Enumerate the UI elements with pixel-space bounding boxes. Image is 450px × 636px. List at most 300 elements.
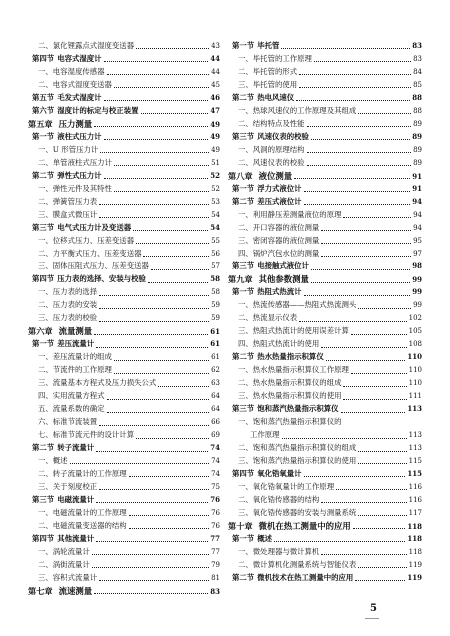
dot-leader [341, 411, 406, 413]
dot-leader [92, 566, 209, 568]
dot-leader [107, 73, 210, 75]
dot-leader [99, 488, 209, 490]
dot-leader [358, 462, 406, 464]
toc-entry-title: 电接触式液位计 [257, 261, 309, 271]
toc-entry-title: 二、转子流量计的工作原理 [38, 468, 127, 478]
toc-entry-page: 99 [412, 275, 422, 285]
toc-entry-page: 95 [413, 236, 422, 245]
dot-leader [355, 579, 405, 581]
toc-entry-page: 76 [211, 521, 220, 530]
dot-leader [343, 216, 411, 218]
toc-entry-page: 49 [210, 119, 220, 129]
toc-entry-section [228, 351, 422, 364]
toc-entry-title: 差压流量计 [57, 339, 95, 349]
toc-entry-page: 64 [211, 405, 220, 414]
toc-entry-number: 第四节 [32, 274, 55, 284]
toc-entry-item [228, 157, 422, 170]
toc-entry-title: 氧化锆氧量计 [257, 468, 302, 478]
toc-entry-number: 第二节 [232, 572, 255, 582]
toc-entry-number: 第一节 [32, 339, 55, 349]
dot-leader [94, 125, 208, 127]
toc-entry-page: 46 [210, 92, 220, 102]
toc-entry-section [28, 92, 220, 105]
toc-entry-page: 58 [211, 288, 220, 297]
toc-entry-item [28, 390, 220, 403]
toc-entry-title: 二、电容式湿度变送器 [38, 79, 112, 89]
toc-entry-title: 三、饱和蒸汽热量指示积算仪的使用 [238, 456, 357, 465]
dot-leader [141, 112, 209, 114]
toc-entry-page: 66 [211, 418, 220, 427]
toc-entry-item [28, 351, 220, 364]
toc-entry-item [228, 53, 422, 66]
dot-leader [304, 203, 411, 205]
dot-leader [321, 229, 411, 231]
dot-leader [304, 190, 411, 192]
toc-entry-item [28, 157, 220, 170]
toc-entry-page: 83 [413, 54, 422, 63]
toc-entry-title: 毕托管 [257, 41, 280, 50]
toc-entry-item [228, 66, 422, 79]
toc-entry-page: 57 [211, 262, 220, 271]
toc-entry-title: 三、压力表的校验 [38, 313, 98, 323]
dot-leader [114, 86, 209, 88]
toc-entry-title: 一、概述 [38, 456, 68, 465]
toc-entry-title: 毛发式湿度计 [57, 92, 102, 102]
toc-entry-title: 三、氧化锆传感器的安装与测量系统 [238, 507, 357, 517]
toc-entry-page: 54 [211, 210, 220, 219]
toc-entry-page: 77 [210, 533, 220, 543]
toc-entry-title: 二、风速仪表的校验 [238, 157, 305, 167]
toc-entry-item [228, 248, 422, 261]
toc-entry-title: 二、热流显示仪表 [238, 313, 298, 323]
toc-entry-page: 54 [210, 222, 220, 232]
toc-entry-page: 83 [210, 586, 220, 596]
toc-entry-item [228, 325, 422, 338]
dot-leader [304, 294, 411, 296]
toc-entry-item [28, 183, 220, 196]
toc-entry-page: 81 [211, 573, 220, 582]
toc-entry-title: 风速仪表的校验 [257, 131, 309, 141]
toc-entry-title: 四、热阻式热流计的使用 [238, 339, 320, 349]
toc-entry-page: 69 [211, 431, 220, 440]
toc-entry-page: 99 [412, 287, 422, 297]
toc-entry-title: 微机在热工测量中的应用 [258, 520, 351, 531]
toc-entry-page: 116 [408, 495, 422, 504]
toc-entry-item [228, 481, 422, 494]
dot-leader [107, 398, 210, 400]
toc-entry-page: 74 [210, 443, 220, 453]
toc-entry-page: 52 [210, 170, 220, 180]
toc-entry-item [228, 546, 422, 559]
toc-entry-item [28, 79, 220, 92]
toc-entry-page: 43 [211, 42, 220, 50]
toc-entry-page: 76 [210, 494, 220, 504]
toc-entry-item [228, 118, 422, 131]
toc-entry-number: 第六节 [32, 105, 55, 115]
dot-leader [136, 47, 209, 49]
toc-entry-section [28, 338, 220, 351]
toc-entry-item [28, 507, 220, 520]
toc-entry-section [28, 131, 220, 144]
toc-entry-page: 99 [413, 301, 422, 310]
toc-entry-title: 二、氯化锂露点式湿度变送器 [38, 41, 135, 50]
toc-entry-item [228, 338, 422, 351]
toc-entry-title: 压力表的选择、安装与校验 [57, 274, 146, 284]
toc-entry-page: 75 [211, 482, 220, 491]
toc-entry-title: 转子流量计 [57, 443, 95, 453]
toc-entry-section [228, 183, 422, 196]
toc-entry-item [228, 222, 422, 235]
toc-entry-number: 第二节 [32, 443, 55, 453]
toc-entry-chapter [28, 325, 220, 338]
toc-entry-number: 第四节 [232, 468, 255, 478]
toc-entry-title: 流量测量 [58, 326, 93, 337]
dot-leader [114, 372, 209, 374]
toc-entry-title: 工作原理 [250, 430, 280, 440]
toc-entry-item [228, 455, 422, 468]
toc-entry-section [28, 273, 220, 286]
toc-entry-title: 二、电磁流量变送器的结构 [38, 520, 127, 530]
toc-entry-page: 74 [211, 457, 220, 465]
toc-entry-item [228, 364, 422, 377]
toc-entry-title: 一、热水热量指示积算仪工作原理 [238, 365, 349, 375]
toc-entry-page: 45 [211, 80, 220, 89]
toc-entry-title: 一、位移式压力、压差变送器 [38, 235, 135, 245]
toc-entry-title: 二、微计算机化测量系统与智能仪表 [238, 559, 357, 569]
toc-entry-cont [228, 429, 422, 442]
toc-entry-title: 概述 [257, 533, 272, 543]
page-number-underline [365, 618, 379, 619]
toc-entry-title: 差压式液位计 [257, 196, 302, 206]
toc-entry-title: 一、压力表的选择 [38, 287, 98, 297]
toc-entry-title: 压力测量 [58, 118, 93, 129]
toc-entry-section [28, 222, 220, 235]
toc-entry-title: 一、涡轮流量计 [38, 546, 90, 556]
toc-entry-page: 94 [413, 210, 422, 219]
toc-entry-page: 53 [211, 197, 220, 206]
toc-entry-page: 115 [408, 457, 422, 465]
toc-entry-number: 第三节 [232, 404, 255, 414]
toc-entry-chapter [228, 520, 422, 533]
toc-entry-page: 62 [211, 366, 220, 375]
toc-entry-number: 第三节 [32, 494, 55, 504]
toc-entry-page: 110 [407, 352, 422, 362]
toc-entry-section [228, 131, 422, 144]
toc-entry-page: 118 [408, 547, 422, 556]
toc-entry-item [228, 235, 422, 248]
toc-entry-page: 116 [408, 482, 422, 491]
dot-leader [70, 462, 210, 464]
toc-entry-title: 二、涡街流量计 [38, 559, 90, 569]
toc-entry-item [228, 299, 422, 312]
toc-entry-number: 第二节 [232, 352, 255, 362]
dot-leader [99, 203, 209, 205]
toc-entry-item [28, 364, 220, 377]
dot-leader [99, 320, 209, 322]
toc-entry-title: 三、关于刻度校正 [38, 481, 98, 491]
toc-entry-page: 105 [408, 327, 422, 336]
dot-leader [351, 372, 407, 374]
dot-leader [358, 112, 411, 114]
toc-entry-title: 一、U 形管压力计 [38, 144, 99, 154]
page-number: 5 [370, 603, 377, 614]
toc-entry-section [228, 468, 422, 481]
toc-entry-page: 89 [412, 131, 422, 141]
dot-leader [107, 411, 210, 413]
dot-leader [104, 177, 209, 179]
toc-entry-page: 63 [211, 379, 220, 388]
toc-entry-item [28, 377, 220, 390]
toc-entry-section [228, 286, 422, 299]
toc-entry-section [228, 533, 422, 546]
toc-entry-page: 83 [412, 41, 422, 50]
toc-entry-item [228, 377, 422, 390]
toc-entry-item [28, 144, 220, 157]
toc-entry-title: 一、差压流量计的组成 [38, 352, 112, 362]
dot-leader [321, 255, 411, 257]
toc-entry-title: 一、风洞的原理结构 [238, 144, 305, 154]
toc-entry-number: 第五章 [28, 118, 53, 129]
toc-entry-item [28, 40, 220, 53]
toc-right-column [228, 40, 422, 585]
toc-entry-page: 118 [407, 533, 422, 543]
dot-leader [294, 177, 410, 179]
dot-leader [351, 333, 407, 335]
dot-leader [114, 164, 209, 166]
toc-entry-page: 89 [413, 158, 422, 167]
dot-leader [99, 579, 209, 581]
dot-leader [99, 307, 209, 309]
toc-entry-page: 113 [407, 404, 422, 414]
toc-entry-page: 113 [408, 431, 422, 440]
toc-entry-title: 二、力平衡式压力、压差变送器 [38, 248, 142, 258]
dot-leader [148, 281, 208, 283]
toc-entry-title: 二、热水热量指示积算仪的组成 [238, 378, 342, 388]
dot-leader [104, 138, 209, 140]
toc-entry-title: 一、弹性元件及其特性 [38, 183, 112, 193]
toc-entry-number: 第三节 [232, 131, 255, 141]
toc-entry-page: 118 [407, 521, 422, 531]
toc-entry-section [28, 442, 220, 455]
toc-entry-item [28, 429, 220, 442]
dot-leader [307, 151, 412, 153]
toc-entry-item [28, 416, 220, 429]
dot-leader [94, 592, 208, 594]
toc-entry-title: 一、氧化锆氧量计的工作原理 [238, 481, 335, 491]
toc-entry-chapter [228, 170, 422, 183]
dot-leader [104, 99, 209, 101]
toc-entry-item [28, 546, 220, 559]
toc-entry-page: 59 [211, 314, 220, 323]
toc-entry-title: 二、开口容器的液位测量 [238, 222, 320, 232]
dot-leader [281, 47, 410, 49]
toc-entry-chapter [28, 118, 220, 131]
toc-entry-title: 三、毕托管的使用 [238, 79, 298, 89]
toc-entry-page: 47 [210, 105, 220, 115]
dot-leader [129, 514, 209, 516]
toc-entry-section [228, 260, 422, 273]
toc-entry-item [28, 66, 220, 79]
dot-leader [358, 307, 411, 309]
toc-entry-title: 液位测量 [258, 170, 293, 181]
toc-entry-page: 51 [211, 158, 220, 167]
dot-leader [158, 385, 209, 387]
dot-leader [343, 385, 406, 387]
dot-leader [274, 540, 405, 542]
toc-entry-title: 三、膜盒式微压计 [38, 209, 98, 219]
toc-entry-number: 第二节 [32, 170, 55, 180]
toc-entry-section [28, 494, 220, 507]
toc-entry-page: 115 [407, 468, 422, 478]
toc-entry-page: 74 [211, 469, 220, 478]
toc-entry-title: 其他参数测量 [258, 274, 309, 285]
toc-entry-title: 三、固体压阻式压力、压差变送器 [38, 261, 149, 271]
toc-entry-page: 44 [211, 67, 220, 76]
dot-leader [299, 320, 406, 322]
dot-leader [307, 164, 412, 166]
toc-entry-page: 52 [211, 184, 220, 193]
toc-entry-item [228, 144, 422, 157]
toc-entry-section [228, 572, 422, 585]
toc-entry-item [228, 105, 422, 118]
dot-leader [321, 553, 406, 555]
toc-entry-title: 热阻式热流计 [257, 287, 302, 297]
toc-entry-title: 湿度计的标定与校正装置 [57, 105, 139, 115]
toc-entry-title: 三、流量基本方程式及压力损失公式 [38, 378, 157, 388]
toc-entry-title: 六、标准节流装置 [38, 417, 98, 427]
dot-leader [99, 294, 209, 296]
toc-entry-title: 二、压力表的安装 [38, 300, 98, 310]
toc-entry-page: 76 [211, 508, 220, 517]
dot-leader [96, 501, 208, 503]
dot-leader [314, 60, 411, 62]
toc-entry-number: 第一节 [232, 183, 255, 193]
toc-entry-page: 102 [408, 314, 422, 323]
dot-leader [136, 437, 209, 439]
toc-entry-page: 88 [412, 92, 422, 102]
toc-entry-item [28, 468, 220, 481]
toc-entry-item [228, 79, 422, 92]
dot-leader [96, 450, 208, 452]
dot-leader [304, 475, 406, 477]
toc-entry-title: 流速测量 [58, 585, 93, 596]
dot-leader [114, 190, 209, 192]
dot-leader [114, 359, 209, 361]
toc-entry-page: 117 [408, 508, 422, 517]
toc-entry-number: 第二节 [232, 196, 255, 206]
dot-leader [99, 424, 209, 426]
toc-entry-page: 94 [413, 223, 422, 232]
dot-leader [358, 566, 406, 568]
dot-leader [321, 501, 406, 503]
dot-leader [143, 255, 209, 257]
toc-entry-title: 一、利用静压差测量液位的原理 [238, 209, 342, 219]
toc-entry-section [228, 403, 422, 416]
toc-entry-item [28, 286, 220, 299]
toc-entry-page: 58 [210, 274, 220, 284]
toc-entry-title: 二、节流件的工作原理 [38, 365, 112, 375]
toc-entry-page: 91 [412, 183, 422, 193]
toc-entry-title: 三、密闭容器的液位测量 [238, 235, 320, 245]
toc-entry-page: 56 [211, 249, 220, 258]
toc-entry-section [28, 105, 220, 118]
toc-entry-title: 一、饱和蒸汽热量指示积算仪的 [238, 417, 342, 427]
toc-entry-title: 三、热阻式热流计的使用误差计算 [238, 326, 349, 336]
toc-entry-item [28, 559, 220, 572]
toc-entry-item [228, 442, 422, 455]
toc-entry-title: 二、毕托管的形式 [238, 66, 298, 76]
toc-entry-page: 119 [407, 572, 422, 582]
dot-leader [94, 333, 208, 335]
toc-entry-page: 108 [408, 340, 422, 349]
toc-entry-section [28, 170, 220, 183]
toc-entry-section [228, 92, 422, 105]
toc-entry-number: 第二节 [232, 92, 255, 102]
toc-entry-title: 热水热量指示积算仪 [257, 352, 324, 362]
toc-entry-title: 三、容积式流量计 [38, 572, 98, 582]
toc-entry-page: 94 [412, 196, 422, 206]
toc-entry-number: 第五节 [32, 92, 55, 102]
toc-entry-page: 85 [413, 80, 422, 89]
toc-entry-number: 第四节 [32, 533, 55, 543]
toc-entry-item [28, 299, 220, 312]
toc-entry-item [28, 520, 220, 533]
toc-entry-title: 二、弹簧管压力表 [38, 196, 98, 206]
toc-entry-page: 49 [210, 131, 220, 141]
toc-entry-page: 110 [408, 379, 422, 388]
toc-entry-page: 113 [408, 444, 422, 453]
dot-leader [99, 216, 209, 218]
dot-leader [104, 60, 209, 62]
toc-entry-page: 111 [408, 392, 422, 401]
dot-leader [96, 540, 208, 542]
toc-entry-page: 44 [210, 53, 220, 63]
dot-leader [321, 242, 411, 244]
dot-leader [151, 268, 209, 270]
toc-entry-item [28, 260, 220, 273]
toc-entry-item [228, 209, 422, 222]
toc-entry-page: 89 [413, 145, 422, 154]
toc-entry-item [28, 209, 220, 222]
toc-entry-page: 88 [413, 106, 422, 115]
toc-entry-number: 第一节 [232, 41, 255, 50]
dot-leader [299, 73, 411, 75]
toc-entry-number: 第一节 [232, 533, 255, 543]
toc-entry-section [28, 53, 220, 66]
toc-entry-title: 一、电磁流量计的工作原理 [38, 507, 127, 517]
toc-entry-item [228, 416, 422, 429]
dot-leader [358, 450, 406, 452]
toc-entry-section [228, 196, 422, 209]
toc-entry-number: 第三节 [232, 261, 255, 271]
toc-entry-title: 二、单管液柱式压力计 [38, 157, 112, 167]
toc-entry-number: 第一节 [32, 131, 55, 141]
toc-entry-item [228, 390, 422, 403]
toc-entry-item [28, 572, 220, 585]
toc-entry-title: 二、氧化锆传感器的结构 [238, 494, 320, 504]
toc-entry-number: 第七章 [28, 585, 53, 596]
toc-entry-page: 97 [413, 249, 422, 258]
toc-entry-title: 其他流量计 [57, 533, 95, 543]
dot-leader [100, 151, 209, 153]
dot-leader [96, 346, 208, 348]
toc-entry-page: 77 [211, 547, 220, 556]
toc-entry-number: 第九章 [228, 274, 253, 285]
toc-entry-page: 49 [211, 145, 220, 154]
toc-entry-page: 61 [210, 327, 220, 337]
toc-entry-item [228, 312, 422, 325]
toc-entry-title: 电磁流量计 [57, 494, 95, 504]
